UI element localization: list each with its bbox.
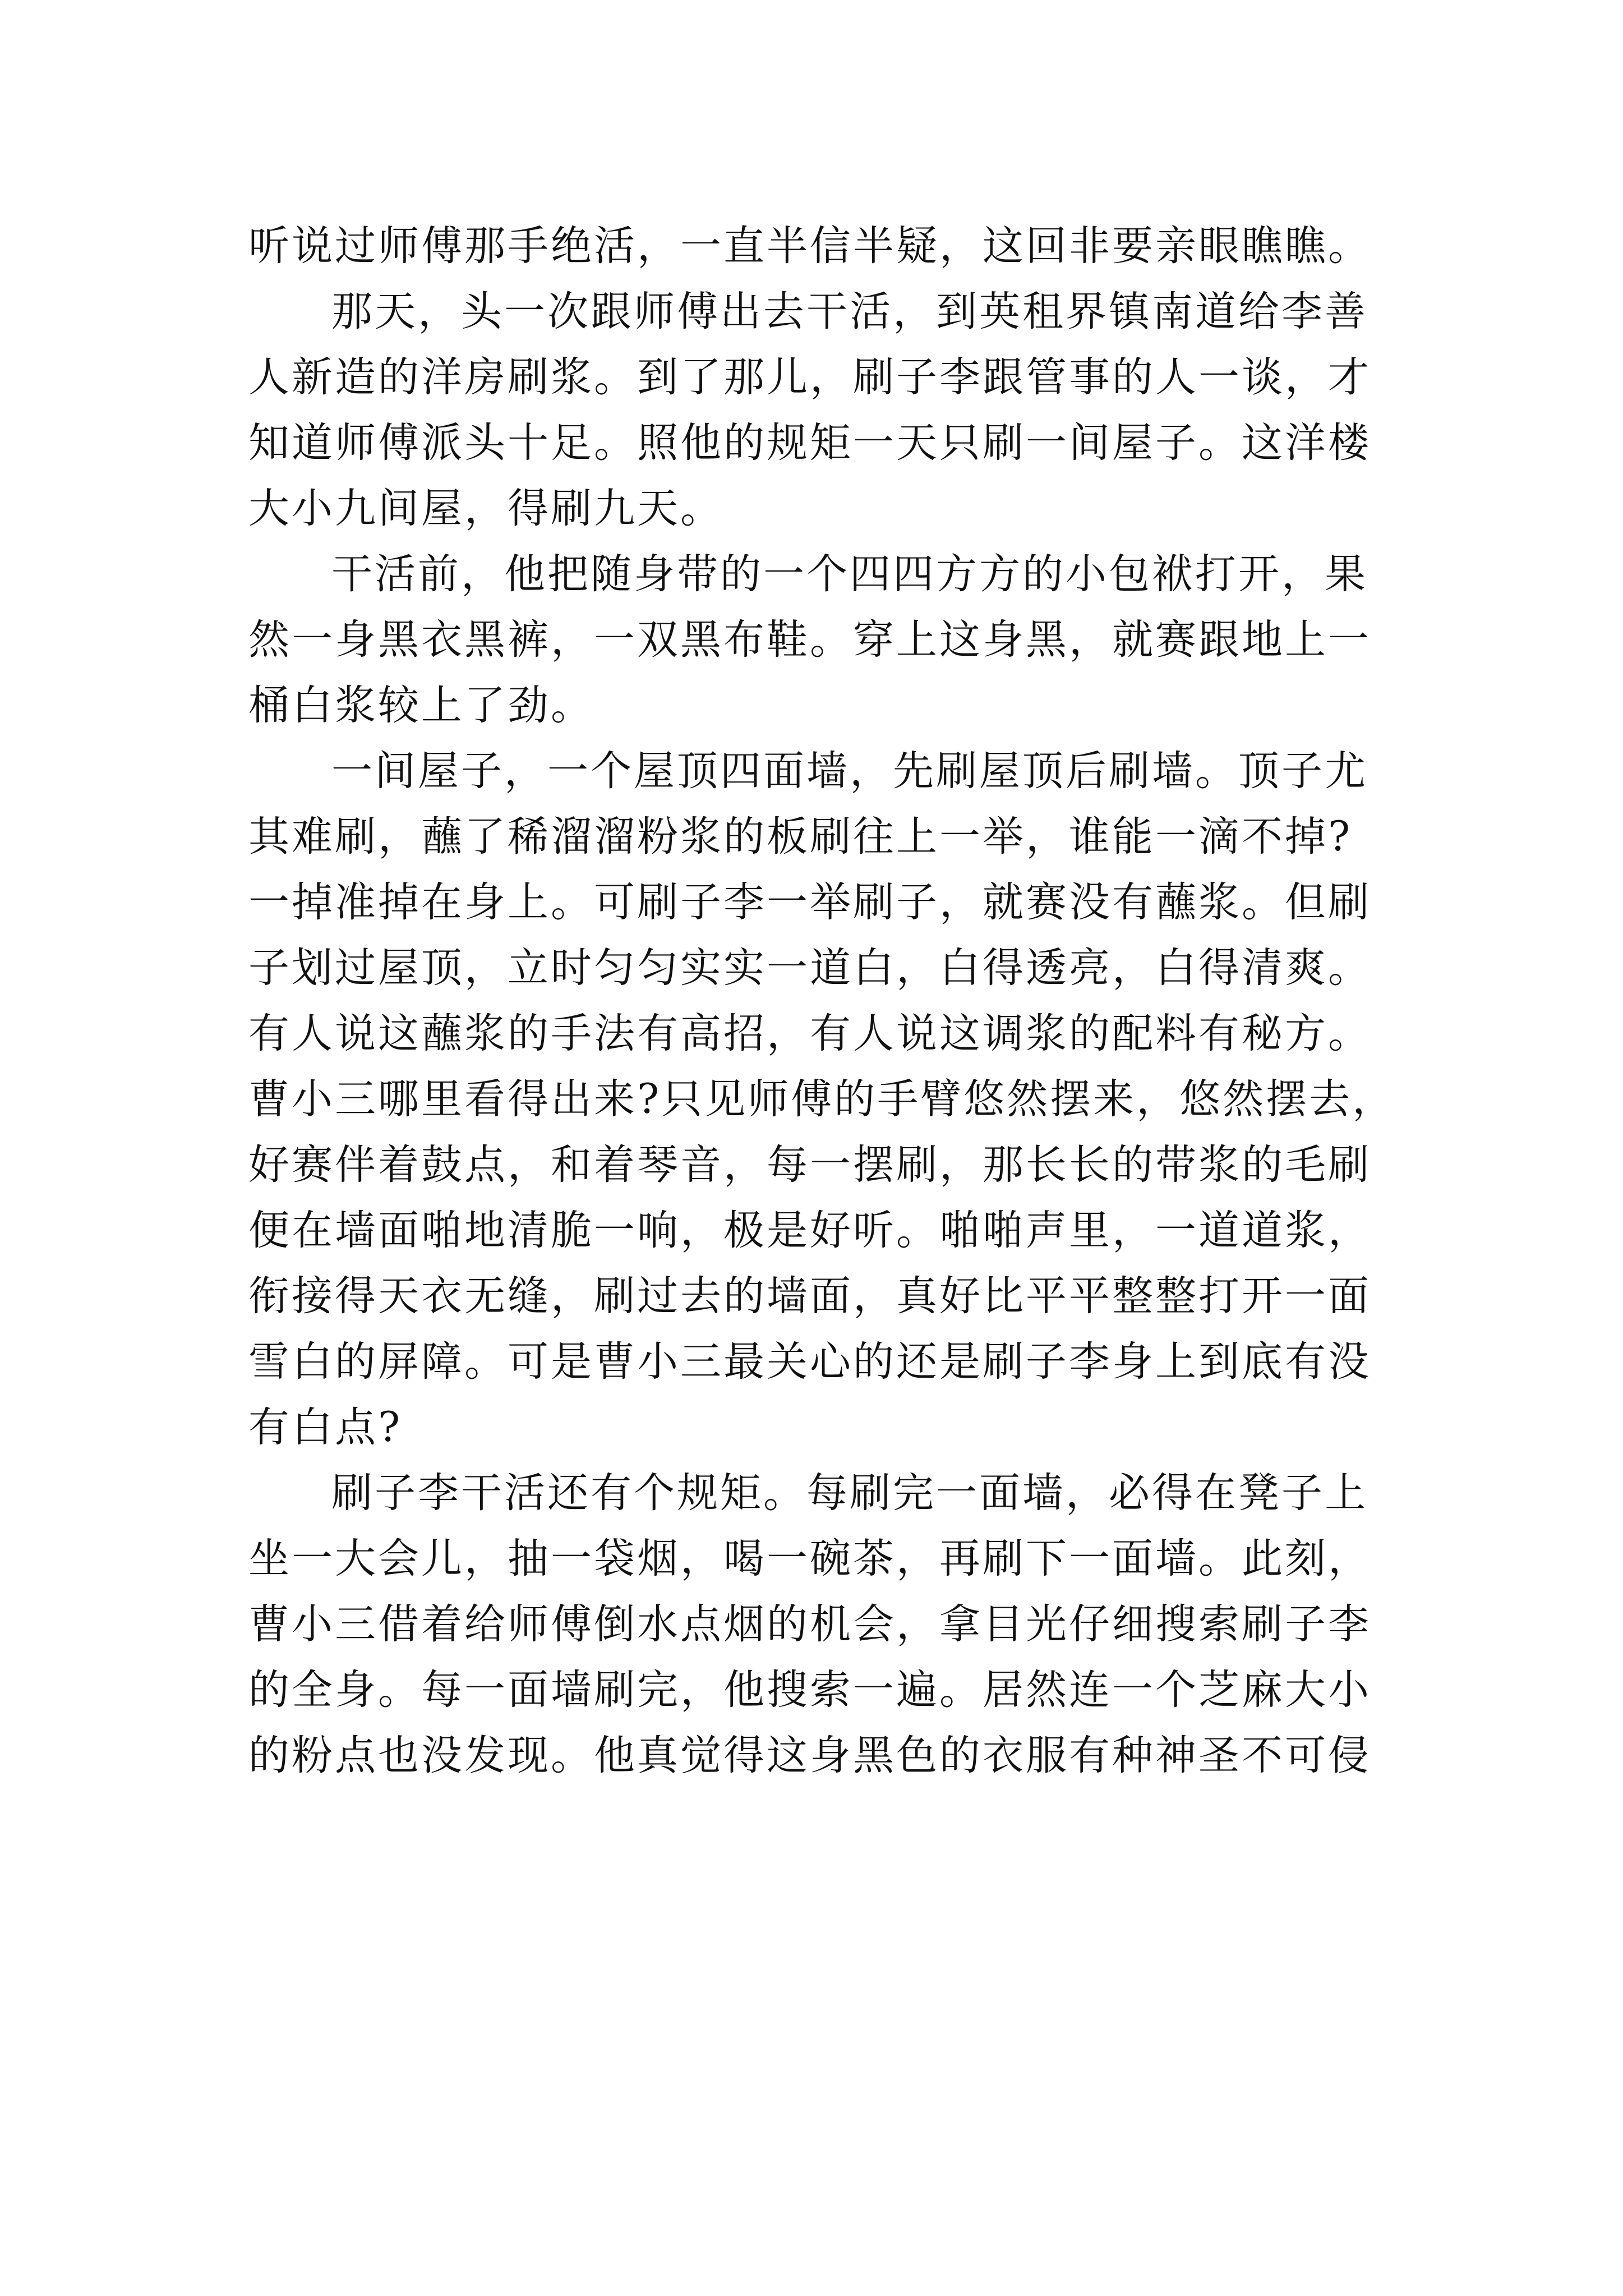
body-text: [248, 213, 1396, 1788]
text-line: 其难刷，蘸了稀溜溜粉浆的板刷往上一举，谁能一滴不掉?: [248, 813, 1353, 861]
text-line: 曹小三借着给师傅倒水点烟的机会，拿目光仔细搜索刷子李: [248, 1600, 1371, 1648]
text-line: 的粉点也没发现。他真觉得这身黑色的衣服有种神圣不可侵: [248, 1732, 1371, 1779]
text-line: 衔接得天衣无缝，刷过去的墙面，真好比平平整整打开一面: [248, 1272, 1371, 1320]
text-line: 那天，头一次跟师傅出去干活，到英租界镇南道给李善: [331, 288, 1368, 335]
text-line: 便在墙面啪地清脆一响，极是好听。啪啪声里，一道道浆，: [248, 1207, 1371, 1254]
text-line: 大小九间屋，得刷九天。: [248, 485, 723, 532]
text-line: 有白点?: [248, 1404, 403, 1451]
text-line: 一掉准掉在身上。可刷子李一举刷子，就赛没有蘸浆。但刷: [248, 878, 1371, 926]
text-line: 刷子李干活还有个规矩。每刷完一面墙，必得在凳子上: [331, 1469, 1368, 1517]
text-line: 坐一大会儿，抽一袋烟，喝一碗茶，再刷下一面墙。此刻，: [248, 1535, 1371, 1582]
text-line: 桶白浆较上了劲。: [248, 682, 594, 729]
text-line: 有人说这蘸浆的手法有高招，有人说这调浆的配料有秘方。: [248, 1010, 1371, 1057]
text-line: 曹小三哪里看得出来?只见师傅的手臂悠然摆来，悠然摆去，: [248, 1075, 1396, 1123]
text-line: 听说过师傅那手绝活，一直半信半疑，这回非要亲眼瞧瞧。: [248, 222, 1371, 270]
text-line: 一间屋子，一个屋顶四面墙，先刷屋顶后刷墙。顶子尤: [331, 747, 1368, 795]
text-line: 干活前，他把随身带的一个四四方方的小包袱打开，果: [331, 550, 1368, 598]
text-line: 人新造的洋房刷浆。到了那儿，刷子李跟管事的人一谈，才: [248, 353, 1371, 401]
text-line: 雪白的屏障。可是曹小三最关心的还是刷子李身上到底有没: [248, 1338, 1371, 1386]
text-line: 子划过屋顶，立时匀匀实实一道白，白得透亮，白得清爽。: [248, 944, 1371, 992]
text-line: 好赛伴着鼓点，和着琴音，每一摆刷，那长长的带浆的毛刷: [248, 1141, 1371, 1189]
text-line: 的全身。每一面墙刷完，他搜索一遍。居然连一个芝麻大小: [248, 1666, 1371, 1714]
text-line: 知道师傅派头十足。照他的规矩一天只刷一间屋子。这洋楼: [248, 419, 1371, 467]
text-line: 然一身黑衣黑裤，一双黑布鞋。穿上这身黑，就赛跟地上一: [248, 616, 1371, 664]
